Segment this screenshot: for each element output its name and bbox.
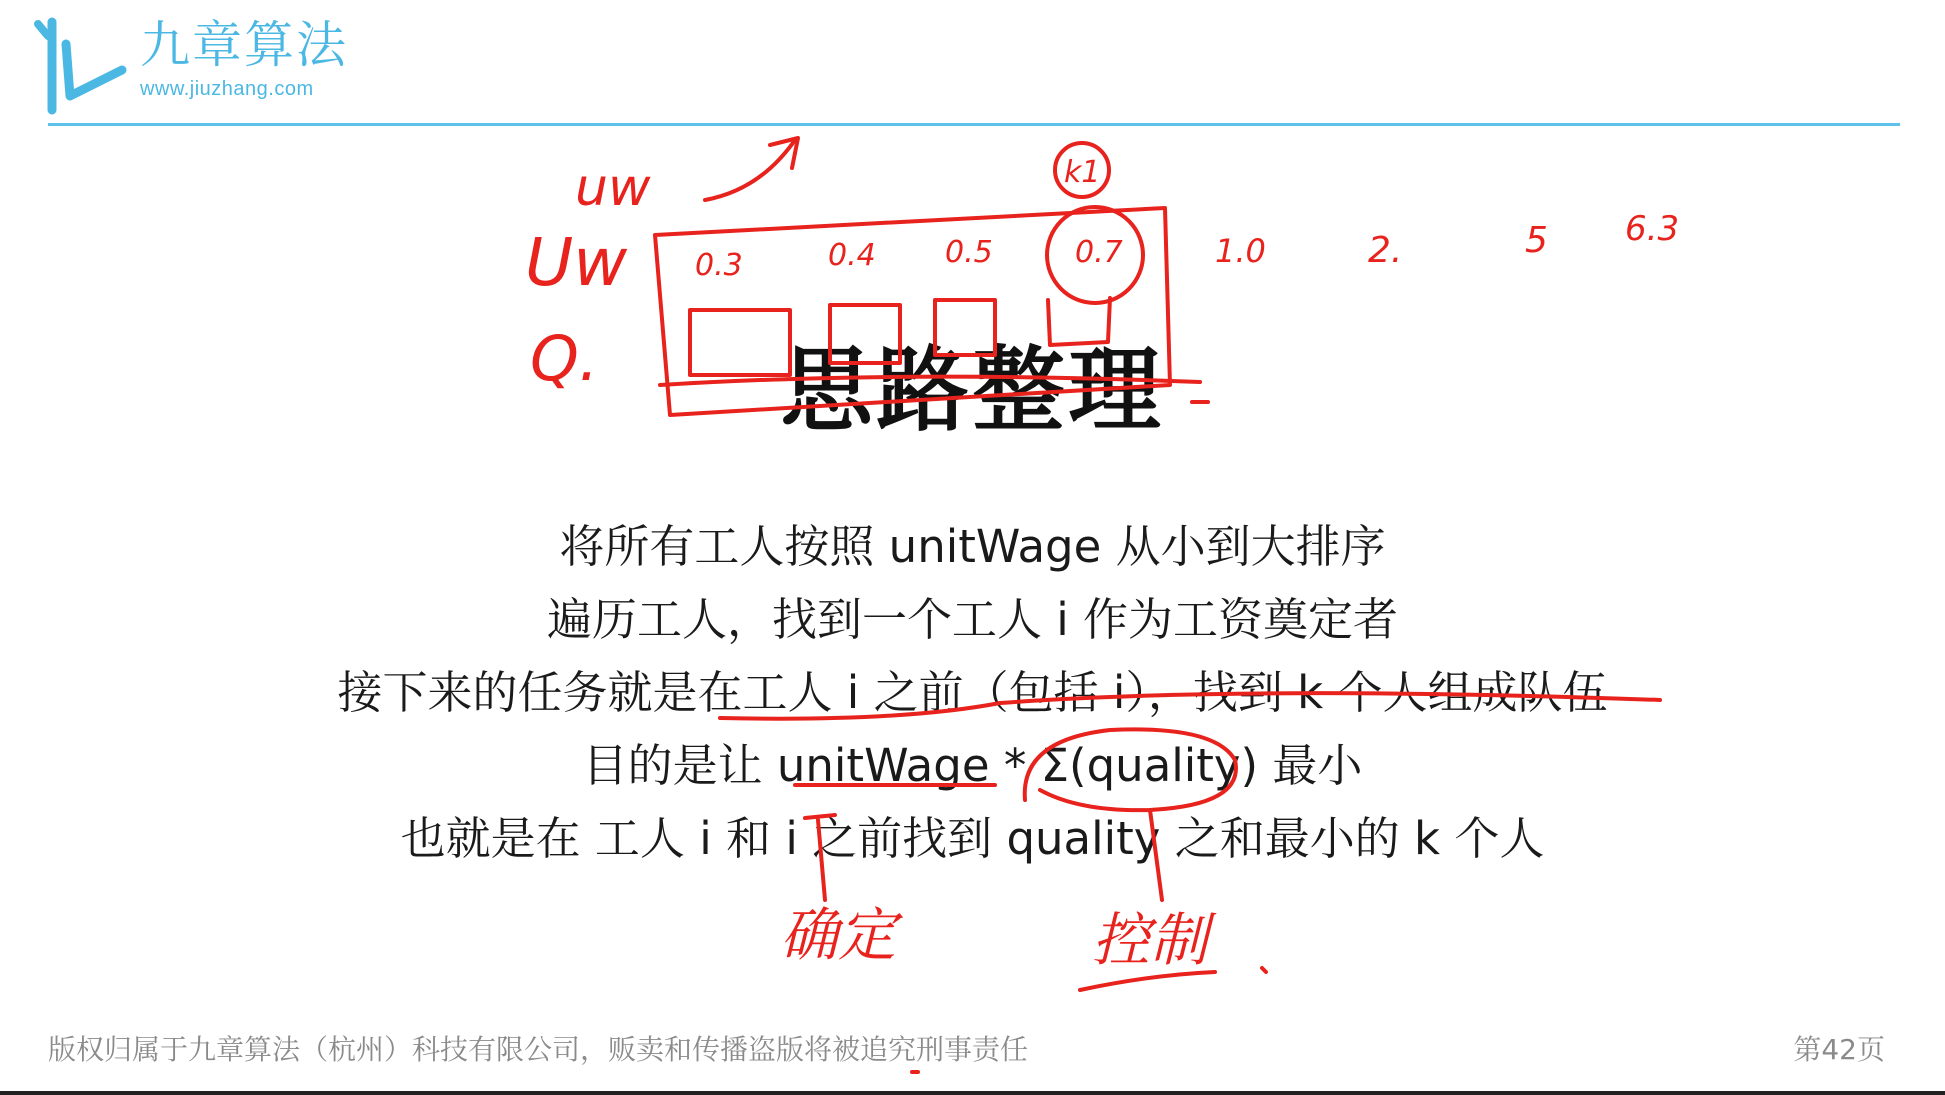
annotation-arrowhead	[770, 138, 798, 168]
annotation-note-fixed: 确定	[780, 901, 897, 969]
bullet-list	[0, 510, 1945, 875]
slide-title: 思路整理	[780, 337, 1165, 444]
annotation-uw-value: 0.3	[695, 248, 743, 283]
bottom-bar	[0, 1091, 1945, 1095]
brand-url: www.jiuzhang.com	[140, 78, 314, 100]
annotation-k-circle	[1055, 143, 1109, 197]
annotation-uw-value: 0.7	[1075, 235, 1123, 270]
annotation-note-underline	[1080, 972, 1215, 990]
footer-page-number: 第42页	[1793, 1033, 1885, 1066]
annotation-k-label: k1	[1064, 155, 1101, 190]
annotation-uw-value: 5	[1525, 220, 1548, 261]
annotation-uw-value: 1.0	[1215, 232, 1266, 270]
bullet-line: 遍历工人，找到一个工人 i 作为工资奠定者	[546, 593, 1399, 646]
jiuzhang-logo-icon	[30, 14, 130, 118]
annotation-arrow	[705, 140, 795, 200]
header-divider	[48, 123, 1900, 126]
annotation-uw-value: 0.4	[828, 238, 876, 273]
annotation-uw-value: 0.5	[945, 235, 993, 270]
annotation-uw-value: 2.	[1368, 230, 1403, 271]
bullet-line: 接下来的任务就是在工人 i 之前（包括 i），找到 k 个人组成队伍	[337, 666, 1608, 719]
footer-copyright: 版权归属于九章算法（杭州）科技有限公司，贩卖和传播盗版将被追究刑事责任	[48, 1033, 1029, 1066]
annotation-value-circle	[1047, 207, 1143, 303]
brand-name: 九章算法	[140, 16, 348, 74]
annotation-note-dot	[1262, 968, 1266, 972]
annotation-uw-value: 6.3	[1625, 209, 1680, 249]
annotation-q-row: Q.	[530, 322, 599, 395]
bullet-line: 目的是让 unitWage * Σ(quality) 最小	[582, 739, 1363, 792]
brand	[140, 16, 348, 101]
annotation-note-control: 控制	[1092, 906, 1209, 974]
annotation-uw-row: Uw	[525, 224, 628, 301]
bullet-line: 将所有工人按照 unitWage 从小到大排序	[559, 520, 1386, 573]
bullet-line: 也就是在 工人 i 和 i 之前找到 quality 之和最小的 k 个人	[400, 812, 1545, 865]
annotation-uw-top: uw	[575, 158, 651, 218]
